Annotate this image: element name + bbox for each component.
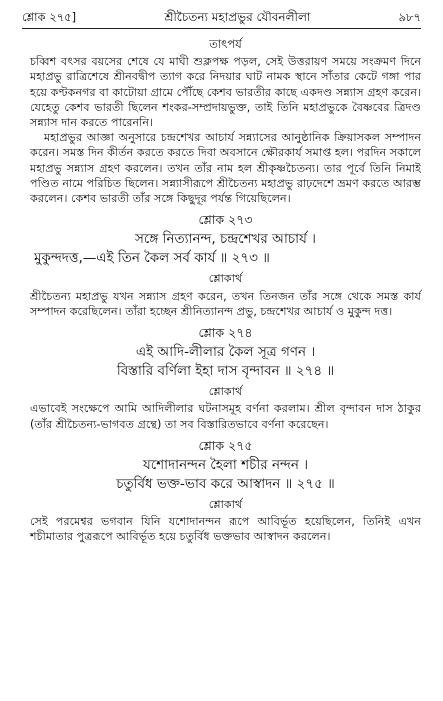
header-title: শ্রীচৈতন্য মহাপ্রভুর যৌবনলীলা: [164, 10, 311, 24]
verse-number: শ্লোক ২৭৪: [198, 325, 253, 341]
verse-line: মুকুন্দদত্ত,—এই তিন কৈল সর্ব কার্য ॥ ২৭৩ ॥: [34, 250, 270, 267]
verse-text: [30, 456, 421, 494]
translation-text: এভাবেই সংক্ষেপে আমি আদিলীলার ঘটনাসমূহ বর্ণনা করলাম। শ্রীল বৃন্দাবন দাস ঠাকুর (তাঁর শ্রীচৈতন্য-ভাগবত গ্রন্থে) তা সব বিস্তারিতভাবে বর্ণনা করেছেন।: [30, 402, 421, 431]
page-number: ৯৮৭: [398, 10, 421, 24]
purport-paragraph-1: চব্বিশ বৎসর বয়সের শেষে যে মাঘী শুক্লপক্ষ পড়ল, সেই উত্তরায়ণ সময়ে সংক্রমণ দিনে মহাপ্রভু রাত্রিশেষে শ্রীনবদ্বীপ ত্যাগ করে নিদয়ার ঘাট নামক স্থানে সাঁতার কেটে গঙ্গা পার হয়ে কণ্টকনগর বা কাটোয়া গ্রামে পৌঁছে কেশব ভারতীর কাছে একদণ্ড সন্ন্যাস গ্রহণ করেন। যেহেতু কেশব ভারতী ছিলেন শংকর-সম্প্রদায়ভুক্ত, তাই তিনি মহাপ্রভুকে বৈষ্ণবের ত্রিদণ্ড সন্ন্যাস দান করতে পারেননি।: [30, 55, 421, 130]
verse-line: বিস্তারি বর্ণিলা ইহা দাস বৃন্দাবন ॥ ২৭৪ ॥: [116, 363, 335, 380]
verse-line: সঙ্গে নিত্যানন্দ, চন্দ্রশেখর আচার্য ।: [135, 231, 316, 248]
translation-text: শ্রীচৈতন্য মহাপ্রভু যখন সন্ন্যাস গ্রহণ করেন, তখন তিনজন তাঁর সঙ্গে থেকে সমস্ত কার্য সম্পাদন করেছিলেন। তাঁরা হচ্ছেন শ্রীনিত্যানন্দ প্রভু, চন্দ্রশেখর আচার্য ও মুকুন্দ দত্ত।: [30, 289, 421, 318]
page-body: [30, 34, 421, 693]
verse-number: শ্লোক ২৭৫: [198, 437, 253, 453]
translation-heading: শ্লোকার্থ: [208, 385, 243, 399]
verse-line: যশোদানন্দন হৈলা শচীর নন্দন ।: [142, 457, 309, 474]
verse-text: [30, 230, 421, 268]
translation-text: সেই পরমেশ্বর ভগবান যিনি যশোদানন্দন রূপে আবির্ভূত হয়েছিলেন, তিনিই এখন শচীমাতার পুত্ররূপে আবির্ভূত হয়ে চতুর্বিধ ভক্তভাব আস্বাদন করলেন।: [30, 515, 421, 544]
header-verse-ref: শ্লোক ২৭৫]: [22, 10, 77, 24]
verse-text: [30, 343, 421, 381]
translation-heading: শ্লোকার্থ: [208, 272, 243, 286]
verse-line: চতুর্বিধ ভক্ত-ভাব করে আস্বাদন ॥ ২৭৫ ॥: [116, 476, 335, 493]
purport-heading: তাৎপর্য: [209, 37, 242, 51]
running-header: [22, 9, 421, 27]
verse-number: শ্লোক ২৭৩: [198, 212, 253, 228]
header-rule: [22, 28, 421, 29]
purport-paragraph-2: মহাপ্রভুর আজ্ঞা অনুসারে চন্দ্রশেখর আচার্য সন্ন্যাসের আনুষ্ঠানিক ক্রিয়াসকল সম্পাদন করেন। সমস্ত দিন কীর্তন করতে করতে দিবা অবসানে ক্ষৌরকার্য সমাপ্ত হল। পরদিন সকালে মহাপ্রভু সন্ন্যাস গ্রহণ করলেন। তখন তাঁর নাম হল শ্রীকৃষ্ণচৈতন্য। তার পূর্বে তিনি নিমাই পণ্ডিত নামে পরিচিত ছিলেন। সন্ন্যাসীরূপে শ্রীচৈতন্য মহাপ্রভু রাঢ়দেশে ভ্রমণ করতে আরম্ভ করলেন। কেশব ভারতী তাঁর সঙ্গে কিছুদূর পর্যন্ত গিয়েছিলেন।: [30, 131, 421, 206]
translation-heading: শ্লোকার্থ: [208, 498, 243, 512]
verse-line: এই আদি-লীলার কৈল সূত্র গণন ।: [135, 344, 316, 361]
